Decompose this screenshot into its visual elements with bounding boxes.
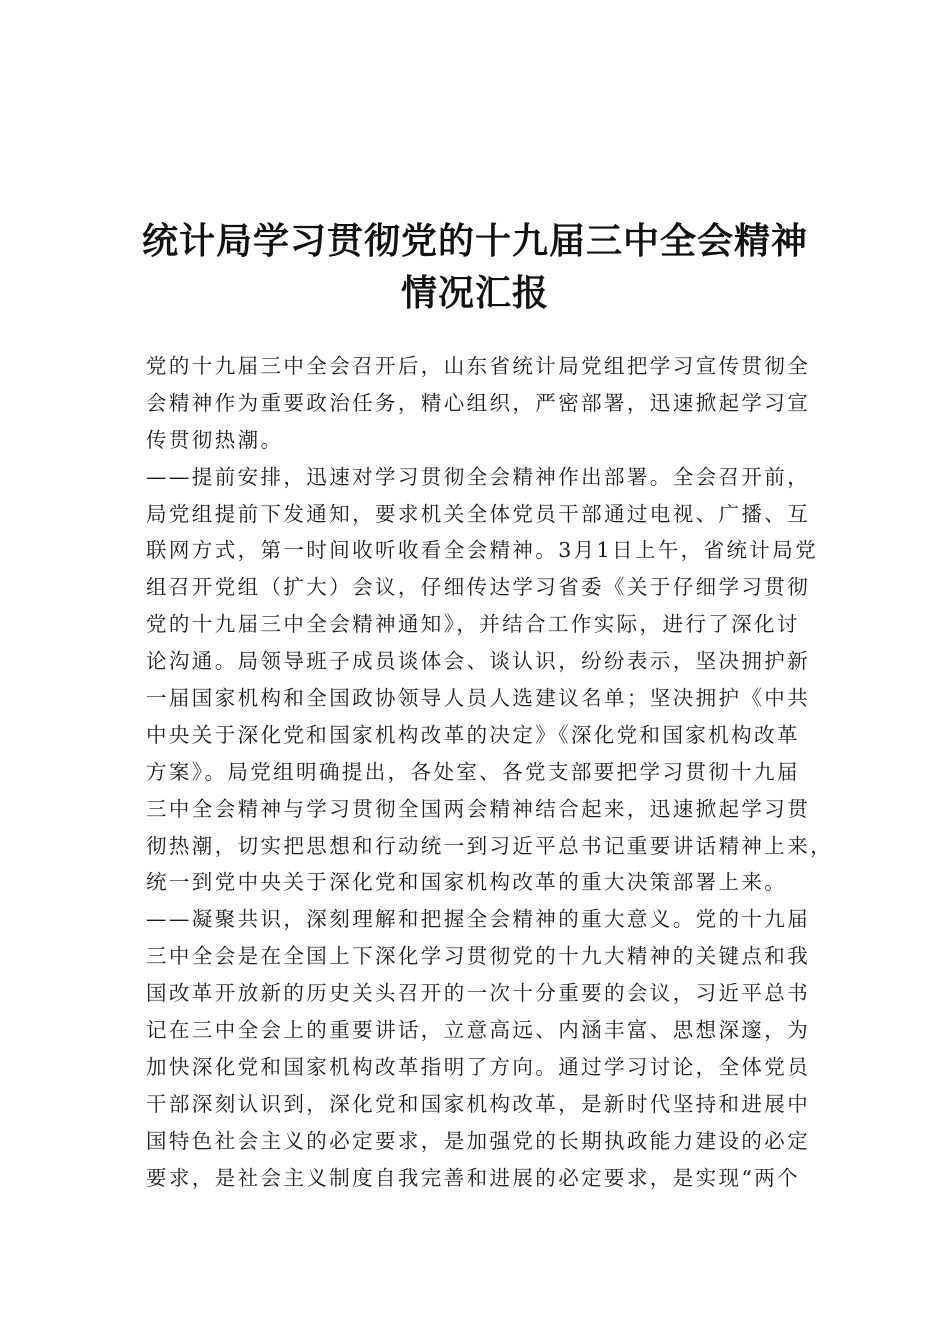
body-line: 三中全会精神与学习贯彻全国两会精神结合起来，迅速掀起学习贯 [146, 796, 811, 821]
body-line: 方案》。局党组明确提出，各处室、各党支部要把学习贯彻十九届 [146, 759, 800, 784]
body-line: 国改革开放新的历史关头召开的一次十分重要的会议，习近平总书 [146, 981, 811, 1006]
document-body [146, 348, 833, 1196]
body-line: 传贯彻热潮。 [146, 427, 284, 452]
document-title-line-1: 统计局学习贯彻党的十九届三中全会精神 [141, 221, 808, 262]
body-line: 中央关于深化党和国家机构改革的决定》《深化党和国家机构改革 [146, 722, 800, 747]
body-line: 统一到党中央关于深化党和国家机构改革的重大决策部署上来。 [146, 870, 788, 895]
body-line: 要求，是社会主义制度自我完善和进展的必定要求，是实现“两个 [146, 1165, 801, 1190]
body-line: ——提前安排，迅速对学习贯彻全会精神作出部署。全会召开前， [146, 464, 811, 489]
body-line: 局党组提前下发通知，要求机关全体党员干部通过电视、广播、互 [146, 501, 811, 526]
body-line: 记在三中全会上的重要讲话，立意高远、内涵丰富、思想深邃，为 [146, 1018, 811, 1043]
body-line: 论沟通。局领导班子成员谈体会、谈认识，纷纷表示，坚决拥护新 [146, 649, 811, 674]
body-line: 联网方式，第一时间收听收看全会精神。3月1日上午，省统计局党 [146, 538, 819, 563]
body-line: 加快深化党和国家机构改革指明了方向。通过学习讨论，全体党员 [146, 1054, 811, 1079]
body-line: 组召开党组（扩大）会议，仔细传达学习省委《关于仔细学习贯彻 [146, 575, 811, 600]
body-line: 党的十九届三中全会召开后，山东省统计局党组把学习宣传贯彻全 [146, 354, 811, 378]
body-line: 三中全会是在全国上下深化学习贯彻党的十九大精神的关键点和我 [146, 944, 811, 969]
body-line: 会精神作为重要政治任务，精心组织，严密部署，迅速掀起学习宣 [146, 390, 811, 415]
body-line: 彻热潮，切实把思想和行动统一到习近平总书记重要讲话精神上来， [146, 833, 833, 858]
body-line: 国特色社会主义的必定要求，是加强党的长期执政能力建设的必定 [146, 1128, 811, 1153]
body-line: 干部深刻认识到，深化党和国家机构改革，是新时代坚持和进展中 [146, 1091, 811, 1116]
body-line: ——凝聚共识，深刻理解和把握全会精神的重大意义。党的十九届 [146, 907, 811, 932]
body-line: 党的十九届三中全会精神通知》，并结合工作实际，进行了深化讨 [146, 612, 800, 637]
document-title-line-2: 情况汇报 [400, 273, 549, 314]
body-line: 一届国家机构和全国政协领导人员人选建议名单；坚决拥护《中共 [146, 686, 811, 711]
